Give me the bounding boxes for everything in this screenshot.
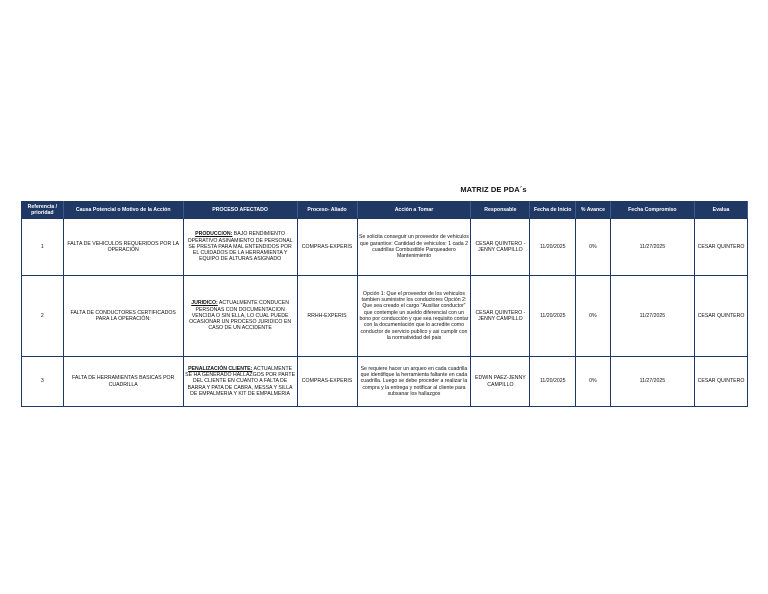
table-row — [22, 219, 748, 276]
cell-avance: 0% — [576, 276, 611, 357]
cell-evalua: CESAR QUINTERO — [695, 219, 748, 276]
cell-responsable: CESAR QUINTERO - JENNY CAMPILLO — [471, 276, 530, 357]
document-title: MATRIZ DE PDA´s — [460, 185, 527, 194]
cell-accion: Se solicita conseguir un proveedor de vehiculos que garantice: Cantidad de vehiculos: 1 cada 2 cuadrillas Combustible Parqueadero Mantenimiento — [357, 219, 471, 276]
cell-proceso-afectado — [183, 276, 297, 357]
cell-evalua: CESAR QUINTERO — [695, 276, 748, 357]
cell-avance: 0% — [576, 357, 611, 407]
cell-ref: 2 — [22, 276, 64, 357]
header-accion: Acción a Tomar — [357, 202, 471, 219]
cell-accion: Se requiere hacer un arqueo en cada cuadrilla que identifique la herramienta faltante en cada cuadrilla. Luego se debe proceder a realizar la compra y la entrega y notificar al cliente para subsanar los hallazgos — [357, 357, 471, 407]
cell-fecha-compromiso: 11/27/2025 — [610, 357, 694, 407]
cell-proceso-afectado — [183, 219, 297, 276]
cell-avance: 0% — [576, 219, 611, 276]
cell-proceso-text: ACTUALMENTE SE HA GENERADO HALLAZGOS POR PARTE DEL CLIENTE EN CUANTO A FALTA DE BARRA Y PATA DE CABRA, MESSA Y SILLA DE EMPALMERIA Y KIT DE EMPALMERIA — [185, 365, 296, 397]
table-row — [22, 357, 748, 407]
cell-aliado: RRHH-EXPERIS — [297, 276, 357, 357]
cell-causa: FALTA DE HERRAMIENTAS BASICAS POR CUADRILLA — [63, 357, 183, 407]
table-header-row — [22, 202, 748, 219]
header-fecha-compromiso: Fecha Compromiso — [610, 202, 694, 219]
cell-proceso-text: ACTUALMENTE CONDUCEN PERSONAS CON DOCUMENTACION VENCIDA O SIN ELLA, LO CUAL PUEDE OCASIONAR UN PROCESO JURIDICO EN CASO DE UN ACCIDENTE — [189, 300, 292, 332]
header-referencia: Referencia / prioridad — [22, 202, 64, 219]
cell-ref: 3 — [22, 357, 64, 407]
header-avance: % Avance — [576, 202, 611, 219]
cell-fecha-inicio: 11/20/2025 — [530, 219, 576, 276]
cell-evalua: CESAR QUINTERO — [695, 357, 748, 407]
cell-accion: Opción 1: Que el proveedor de los vehiculos tambien suministre los conductores Opción 2: Que sea creado el cargo "Auxiliar conductor" que contemple un sueldo diferencial con un bono por conducción y que sea requisito contar con la documentación que lo acredite como conductor de servicio publico y asi cumplir con la normatividad del pais — [357, 276, 471, 357]
pda-matrix-table — [21, 201, 748, 407]
cell-causa: FALTA DE CONDUCTORES CERTIFICADOS PARA LA OPERACIÓN: — [63, 276, 183, 357]
cell-causa: FALTA DE VEHICULOS REQUERIDOS POR LA OPERACIÓN — [63, 219, 183, 276]
header-causa: Causa Potencial o Motivo de la Acción — [63, 202, 183, 219]
cell-proceso-lead: PRODUCCION: — [195, 231, 233, 238]
cell-proceso-afectado — [183, 357, 297, 407]
header-proceso-afectado: PROCESO AFECTADO — [183, 202, 297, 219]
cell-aliado: COMPRAS-EXPERIS — [297, 357, 357, 407]
header-fecha-inicio: Fecha de Inicio — [530, 202, 576, 219]
cell-fecha-inicio: 11/20/2025 — [530, 276, 576, 357]
cell-aliado: COMPRAS-EXPERIS — [297, 219, 357, 276]
cell-proceso-lead: PENALIZACIÓN CLIENTE: — [188, 365, 253, 372]
cell-ref: 1 — [22, 219, 64, 276]
cell-fecha-compromiso: 11/27/2025 — [610, 219, 694, 276]
cell-proceso-text: BAJO RENDIMIENTO OPERATIVO ASINAMIENTO DE PERSONAL SE PRESTA PARA MAL ENTENDIDOS POR EL CUIDADOS DE LA HERRAMIENTA Y EQUIPO DE ALTURAS ASIGNADO — [187, 231, 293, 263]
cell-proceso-lead: JURIDICO: — [191, 300, 218, 307]
header-proceso-aliado: Proceso- Aliado — [297, 202, 357, 219]
cell-responsable: EDWIN PAEZ-JENNY CAMPILLO — [471, 357, 530, 407]
header-responsable: Responsable — [471, 202, 530, 219]
table-row — [22, 276, 748, 357]
cell-fecha-compromiso: 11/27/2025 — [610, 276, 694, 357]
cell-responsable: CESAR QUINTERO - JENNY CAMPILLO — [471, 219, 530, 276]
header-evalua: Evalua — [695, 202, 748, 219]
cell-fecha-inicio: 11/20/2025 — [530, 357, 576, 407]
